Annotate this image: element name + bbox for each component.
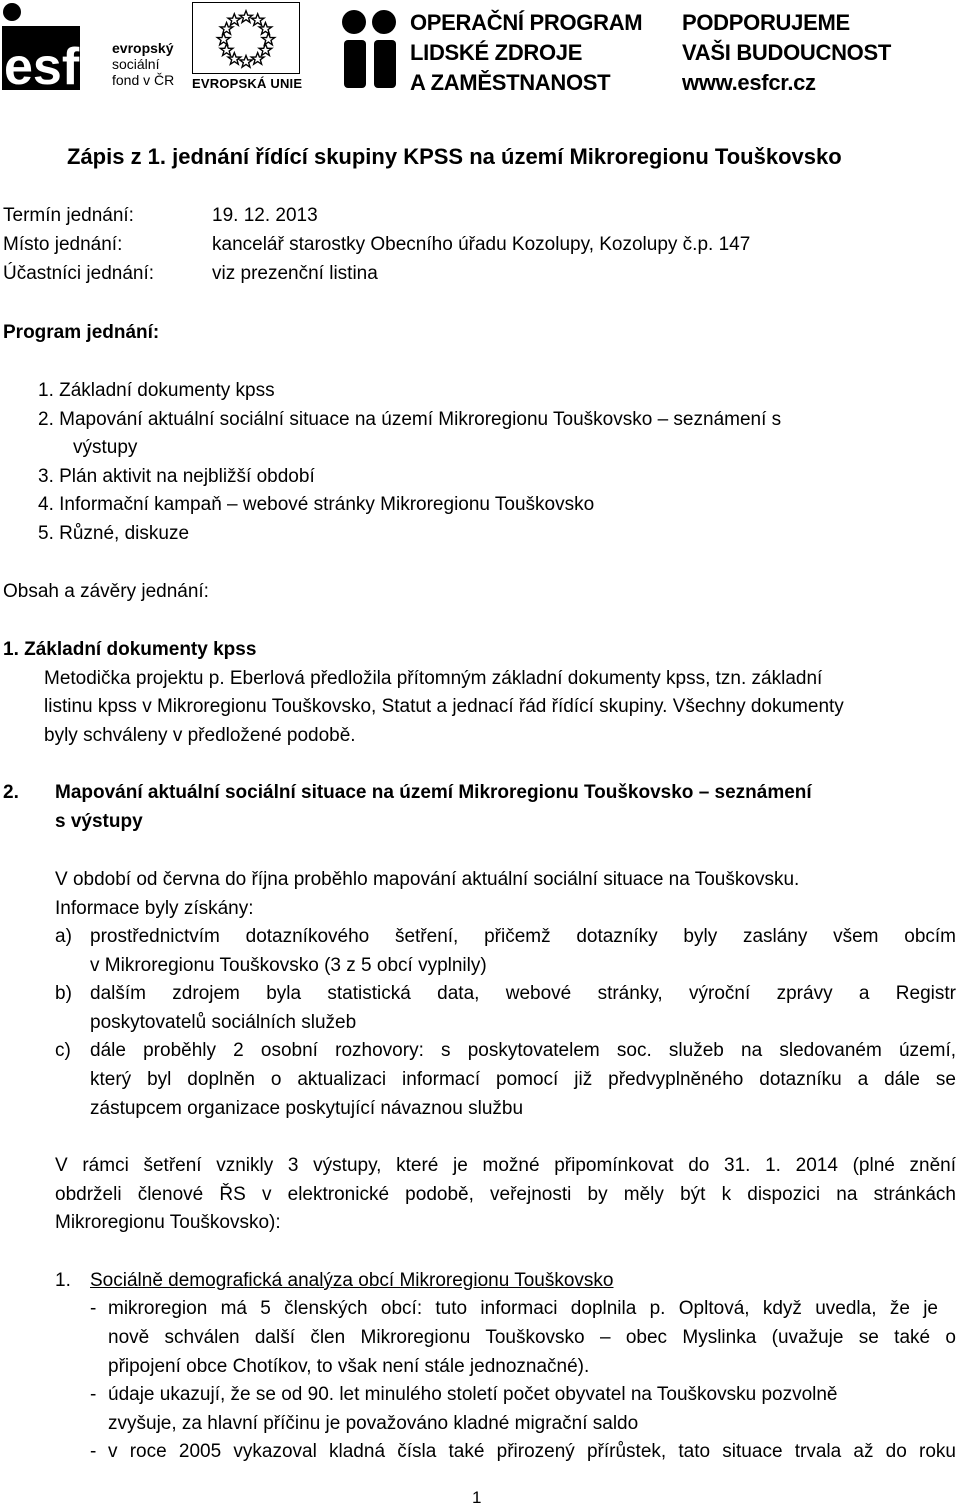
section-1-line: Metodička projektu p. Eberlová předložila přítomným základní dokumenty kpss, tzn. základní xyxy=(44,668,823,689)
obsah-heading: Obsah a závěry jednání: xyxy=(3,581,209,602)
bullet-line: v roce 2005 vykazoval kladná čísla také přirozený přírůstek, tato situace trvala až do roku xyxy=(108,1441,956,1462)
list-item-line: který byl doplněn o aktualizaci informací pomocí již předvyplněného dotazníku a dále se xyxy=(90,1069,956,1090)
section-2-intro: V období od června do října proběhlo mapování aktuální sociální situace na Touškovsku. xyxy=(55,869,800,890)
esf-logo-icon xyxy=(2,2,80,90)
op-line: LIDSKÉ ZDROJE xyxy=(410,40,583,65)
list-item-line: prostřednictvím dotazníkového šetření, přičemž dotazníky byly zaslány všem obcím xyxy=(90,926,956,947)
section-2-heading: s výstupy xyxy=(55,811,143,832)
bullet-marker: - xyxy=(90,1298,97,1319)
list-item-line: poskytovatelů sociálních služeb xyxy=(90,1012,357,1033)
meta-value: 19. 12. 2013 xyxy=(212,205,318,226)
program-item: 3. Plán aktivit na nejbližší období xyxy=(38,466,315,487)
section-2-paragraph: Mikroregionu Touškovsko): xyxy=(55,1212,281,1233)
svg-text:esf: esf xyxy=(4,38,80,90)
bullet-marker: - xyxy=(90,1384,97,1405)
program-item: 1. Základní dokumenty kpss xyxy=(38,380,275,401)
bullet-marker: - xyxy=(90,1441,97,1462)
list-marker: c) xyxy=(55,1040,71,1061)
section-2-paragraph: V rámci šetření vznikly 3 výstupy, které je možné připomínkovat do 31. 1. 2014 (plné znění xyxy=(55,1155,956,1176)
support-line: PODPORUJEME xyxy=(682,10,850,35)
esf-line: sociální xyxy=(112,56,160,72)
support-line: VAŠI BUDOUCNOST xyxy=(682,40,891,65)
section-2-paragraph: obdrželi členové ŘS v elektronické podobě, veřejnosti by měly být k dispozici na stránkách xyxy=(55,1184,956,1205)
page-number: 1 xyxy=(472,1488,482,1507)
header-logo-strip xyxy=(0,0,960,100)
list-item-line: dalším zdrojem byla statistická data, webové stránky, výroční zprávy a Registr xyxy=(90,983,956,1004)
output-1-number: 1. xyxy=(55,1270,71,1291)
output-1-title: Sociálně demografická analýza obcí Mikroregionu Touškovsko xyxy=(90,1270,614,1291)
program-item: 5. Různé, diskuze xyxy=(38,523,190,544)
esf-text xyxy=(112,40,174,88)
bullet-line: nově schválen další člen Mikroregionu Touškovsko – obec Myslinka (uvažuje se také o xyxy=(108,1327,956,1348)
section-1-line: listinu kpss v Mikroregionu Touškovsko, Statut a jednací řád řídící skupiny. Všechny dokumenty xyxy=(44,696,844,717)
meta-label: Místo jednání: xyxy=(3,234,123,255)
support-slogan xyxy=(682,8,891,98)
section-2-intro: Informace byly získány: xyxy=(55,898,254,919)
bullet-line: mikroregion má 5 členských obcí: tuto informaci doplnila p. Opltová, když uvedla, že je xyxy=(108,1298,938,1319)
list-marker: a) xyxy=(55,926,72,947)
op-line: OPERAČNÍ PROGRAM xyxy=(410,10,643,35)
meta-value: kancelář starostky Obecního úřadu Kozolupy, Kozolupy č.p. 147 xyxy=(212,234,751,255)
support-url-link[interactable]: www.esfcr.cz xyxy=(682,70,816,95)
program-item: výstupy xyxy=(73,437,138,458)
meta-value: viz prezenční listina xyxy=(212,263,378,284)
list-item-line: zástupcem organizace poskytující návaznou službu xyxy=(90,1098,524,1119)
section-1-line: byly schváleny v předložené podobě. xyxy=(44,725,356,746)
esf-line: fond v ČR xyxy=(112,72,175,88)
list-item-line: v Mikroregionu Touškovsko (3 z 5 obcí vyplnily) xyxy=(90,955,487,976)
section-2-heading: Mapování aktuální sociální situace na území Mikroregionu Touškovsko – seznámení xyxy=(55,782,812,803)
op-figure-logo-icon xyxy=(340,8,400,90)
bullet-line: připojení obce Chotíkov, to však není stále jednoznačné). xyxy=(108,1356,590,1377)
esf-line: evropský xyxy=(112,40,174,56)
meta-label: Účastníci jednání: xyxy=(3,263,155,284)
program-item: 4. Informační kampaň – webové stránky Mikroregionu Touškovsko xyxy=(38,494,595,515)
list-marker: b) xyxy=(55,983,72,1004)
op-line: A ZAMĚSTNANOST xyxy=(410,70,611,95)
eu-flag-icon xyxy=(192,2,300,74)
program-heading: Program jednání: xyxy=(3,322,160,343)
list-item-line: dále proběhly 2 osobní rozhovory: s poskytovatelem soc. služeb na sledovaném území, xyxy=(90,1040,956,1061)
bullet-line: zvyšuje, za hlavní příčinu je považováno kladné migrační saldo xyxy=(108,1413,639,1434)
op-program-title xyxy=(410,8,642,98)
document-title: Zápis z 1. jednání řídící skupiny KPSS na území Mikroregionu Touškovsko xyxy=(67,144,842,169)
meta-label: Termín jednání: xyxy=(3,205,134,226)
eu-label: EVROPSKÁ UNIE xyxy=(192,76,303,91)
section-1-heading: 1. Základní dokumenty kpss xyxy=(3,639,257,660)
bullet-line: údaje ukazují, že se od 90. let minulého století počet obyvatel na Touškovsku pozvolně xyxy=(108,1384,838,1405)
section-2-number: 2. xyxy=(3,782,19,803)
program-item: 2. Mapování aktuální sociální situace na území Mikroregionu Touškovsko – seznámení s xyxy=(38,409,782,430)
